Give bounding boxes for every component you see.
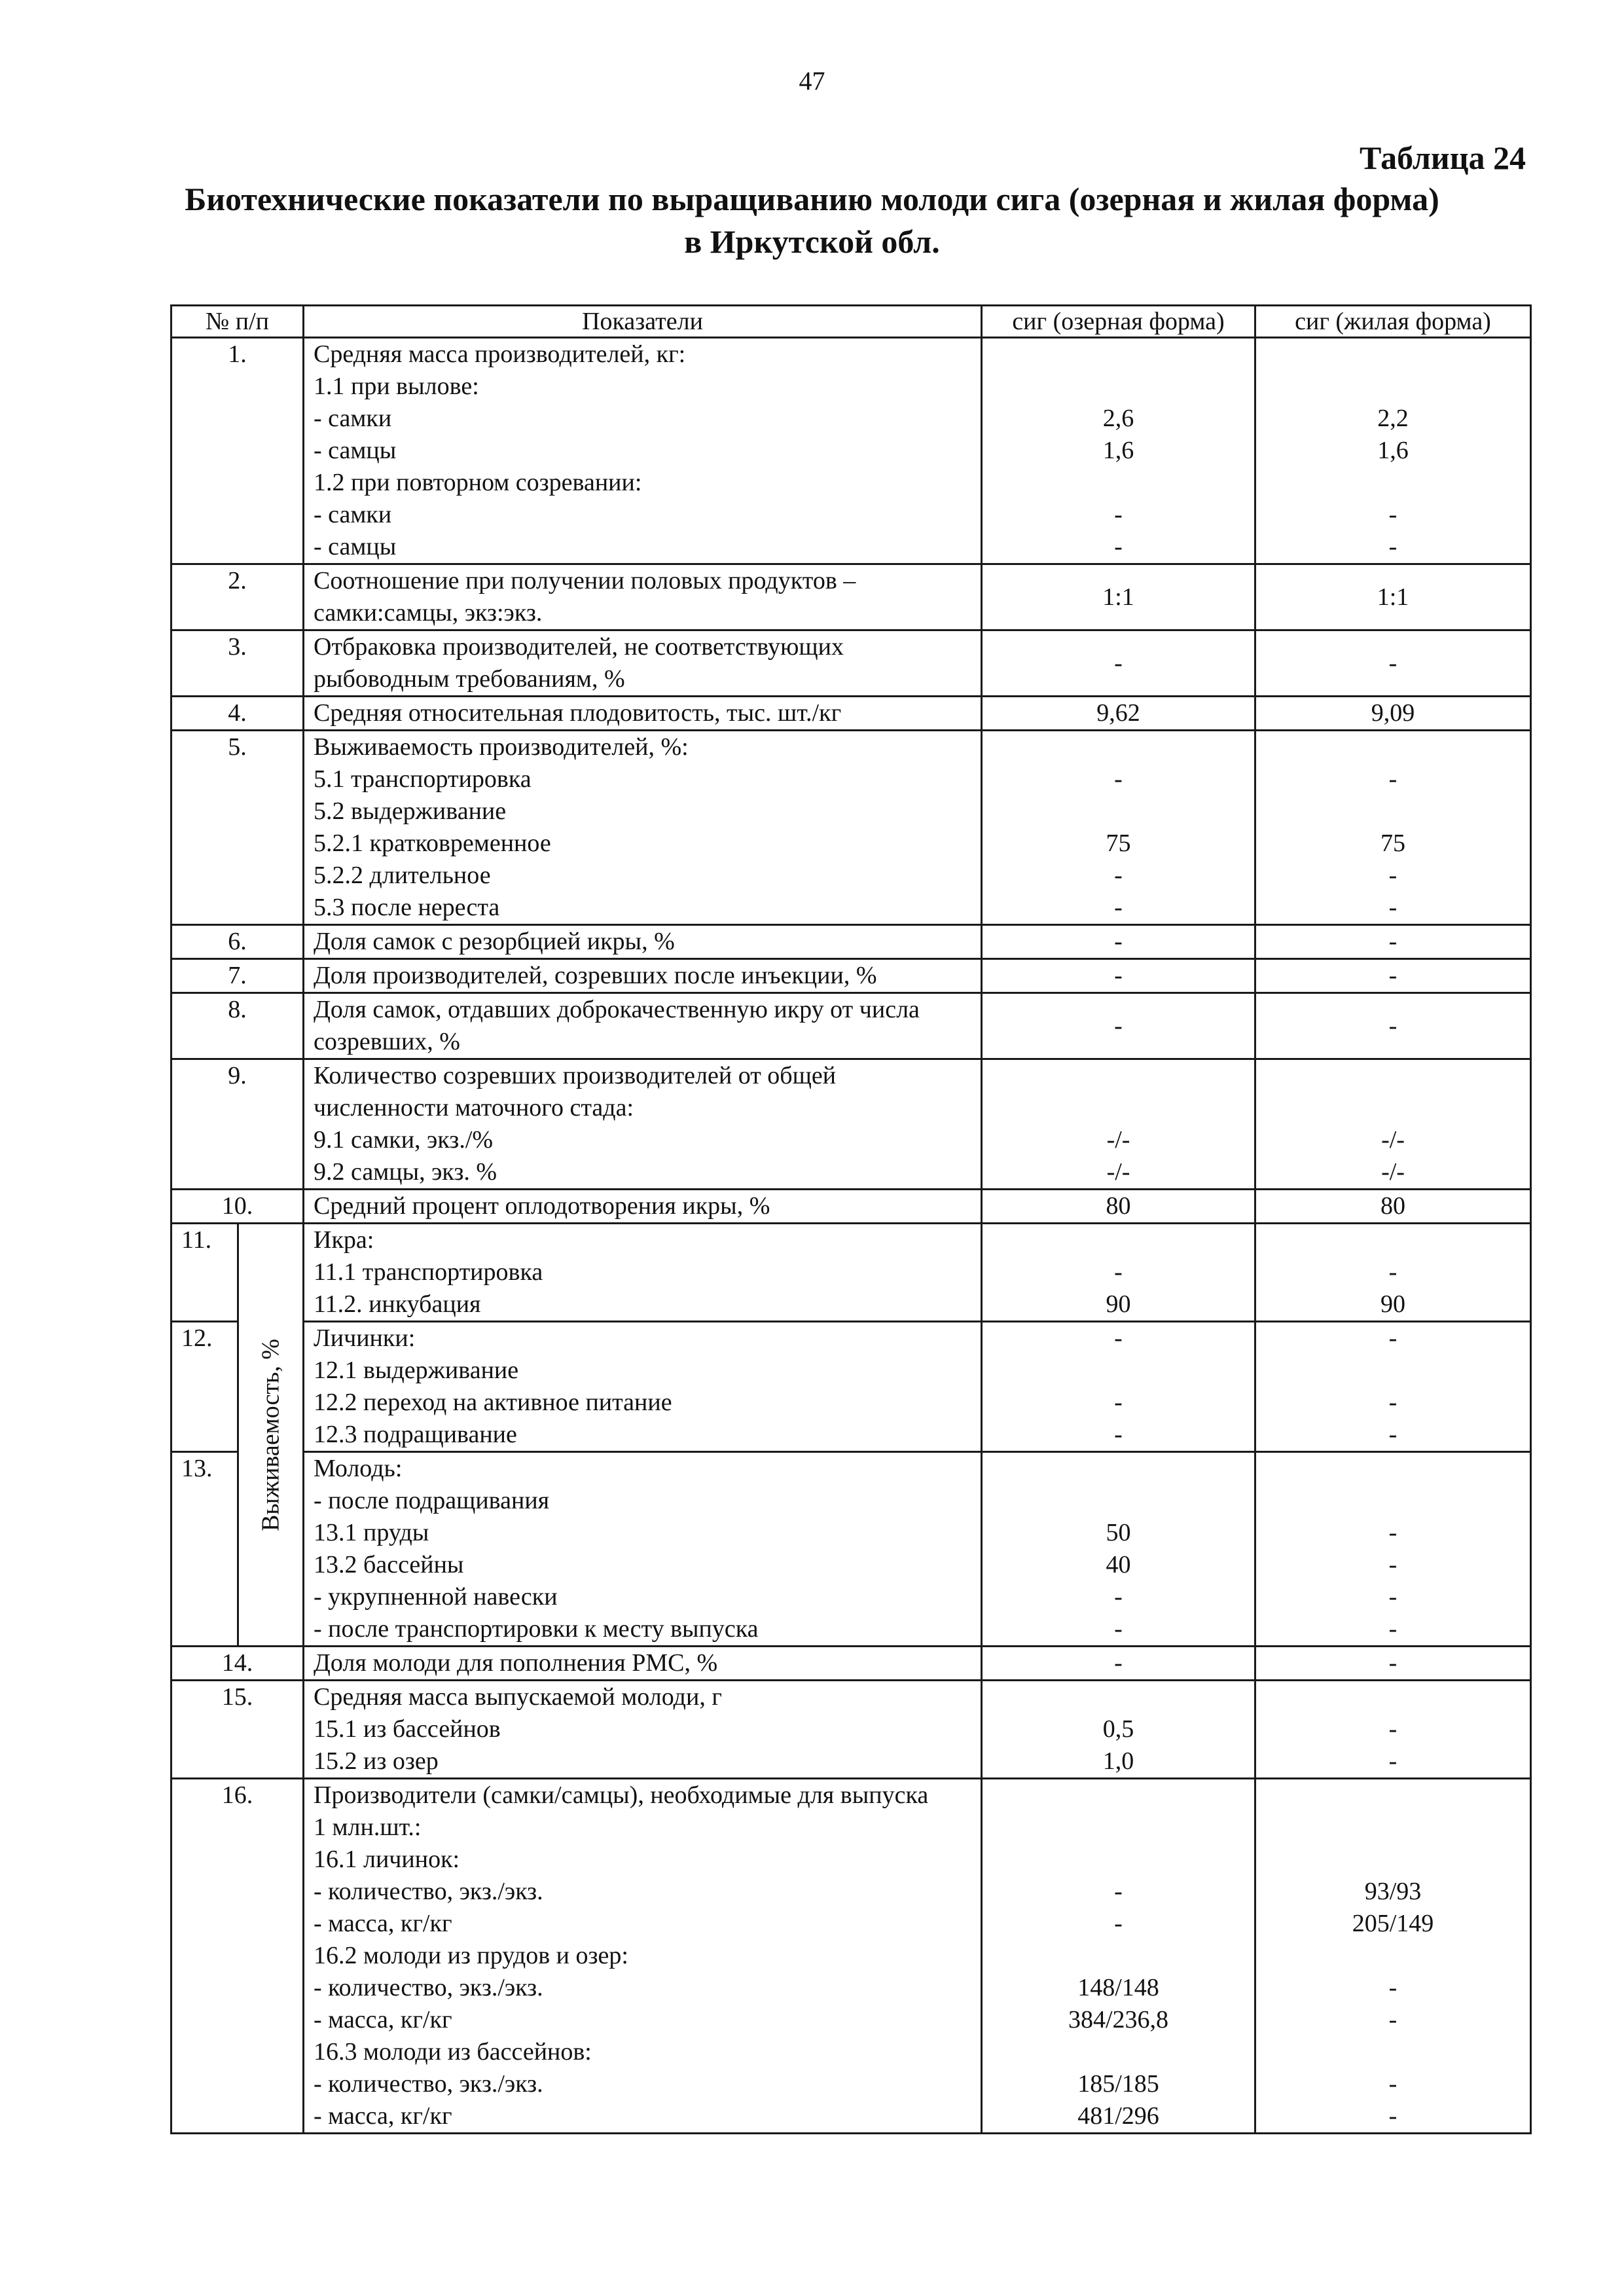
indicator-text: Доля молоди для пополнения РМС, % xyxy=(314,1649,718,1677)
indicator-cell xyxy=(304,338,982,564)
value-resident-form-cell xyxy=(1255,1779,1531,2134)
table-row xyxy=(171,993,1531,1059)
table-row xyxy=(171,925,1531,959)
indicator-line: 5.2.1 кратковременное xyxy=(314,829,551,857)
survival-group-label: Выживаемость, % xyxy=(257,1338,284,1531)
indicator-cell xyxy=(304,1059,982,1190)
value-resident-form: - xyxy=(1388,1258,1398,1286)
indicator-line: - количество, экз./экз. xyxy=(314,1974,543,2001)
value-lake-form: - xyxy=(1114,1258,1123,1286)
value-lake-form: 2,6 xyxy=(1102,405,1134,432)
value-resident-form xyxy=(1265,795,1521,828)
indicator-line: - количество, экз./экз. xyxy=(314,1878,543,1905)
value-resident-form-cell: 1:1 xyxy=(1255,564,1531,630)
value-lake-form xyxy=(992,1355,1245,1387)
row-number: 9. xyxy=(171,1059,304,1190)
value-resident-form xyxy=(1265,371,1521,403)
value-resident-form xyxy=(1265,1844,1521,1876)
value-lake-form-cell xyxy=(982,338,1255,564)
value-lake-form: - xyxy=(1114,1615,1123,1643)
indicator-cell xyxy=(304,1224,982,1322)
table-title xyxy=(131,178,1493,263)
indicator-cell xyxy=(304,697,982,731)
header-indicator: Показатели xyxy=(304,306,982,338)
table-label: Таблица 24 xyxy=(1359,139,1526,176)
indicator-cell xyxy=(304,1647,982,1681)
value-lake-form-cell: 9,62 xyxy=(982,697,1255,731)
row-number: 10. xyxy=(171,1190,304,1224)
value-lake-form: 0,5 xyxy=(1102,1715,1134,1743)
title-line-1: Биотехнические показатели по выращиванию молоди сига (озерная и жилая форма) xyxy=(185,181,1439,217)
row-number: 8. xyxy=(171,993,304,1059)
value-lake-form xyxy=(992,1844,1245,1876)
value-lake-form: - xyxy=(1114,1324,1123,1352)
value-resident-form: 2,2 xyxy=(1377,405,1409,432)
value-lake-form: 90 xyxy=(1106,1290,1131,1318)
value-lake-form xyxy=(992,2036,1245,2068)
value-lake-form: 1,0 xyxy=(1102,1747,1134,1775)
indicator-line: - самцы xyxy=(314,533,397,560)
value-resident-form: - xyxy=(1388,1715,1398,1743)
indicator-line: 12.3 подращивание xyxy=(314,1421,517,1448)
value-lake-form: - xyxy=(1114,1583,1123,1611)
value-lake-form xyxy=(992,338,1245,371)
value-lake-form: -/- xyxy=(1106,1126,1130,1154)
value-resident-form xyxy=(1265,1681,1521,1713)
row-number: 13. xyxy=(171,1452,238,1647)
value-lake-form: 50 xyxy=(1106,1519,1131,1546)
row-number: 7. xyxy=(171,959,304,993)
value-lake-form xyxy=(992,731,1245,763)
value-lake-form xyxy=(992,1779,1245,1812)
value-lake-form xyxy=(992,1940,1245,1972)
row-number: 2. xyxy=(171,564,304,630)
value-resident-form-cell: - xyxy=(1255,959,1531,993)
value-lake-form: - xyxy=(1114,894,1123,921)
indicator-text: Соотношение при получении половых продуктов – самки:самцы, экз:экз. xyxy=(314,567,856,627)
row-number: 12. xyxy=(171,1322,238,1452)
value-resident-form xyxy=(1265,2036,1521,2068)
indicator-line: 12.1 выдерживание xyxy=(314,1357,519,1384)
indicator-line: - самцы xyxy=(314,437,397,464)
value-resident-form xyxy=(1265,1355,1521,1387)
indicator-cell xyxy=(304,731,982,925)
table-row xyxy=(171,731,1531,925)
table-row xyxy=(171,338,1531,564)
row-number: 1. xyxy=(171,338,304,564)
value-resident-form: 93/93 xyxy=(1364,1878,1422,1905)
value-resident-form: - xyxy=(1388,501,1398,528)
value-resident-form: 1,6 xyxy=(1377,437,1409,464)
value-resident-form: - xyxy=(1388,1974,1398,2001)
table-row xyxy=(171,1190,1531,1224)
table-row xyxy=(171,1452,1531,1647)
value-lake-form xyxy=(992,1453,1245,1485)
value-lake-form: 40 xyxy=(1106,1551,1131,1578)
value-resident-form-cell xyxy=(1255,1322,1531,1452)
indicator-line: 13.2 бассейны xyxy=(314,1551,464,1578)
value-lake-form-cell xyxy=(982,1779,1255,2134)
row-number: 4. xyxy=(171,697,304,731)
value-resident-form-cell: - xyxy=(1255,630,1531,697)
value-lake-form-cell xyxy=(982,731,1255,925)
value-lake-form: 75 xyxy=(1106,829,1131,857)
value-lake-form xyxy=(992,1224,1245,1256)
value-resident-form: - xyxy=(1388,1324,1398,1352)
table-row xyxy=(171,1322,1531,1452)
value-lake-form-cell xyxy=(982,1322,1255,1452)
indicator-line: 5.2.2 длительное xyxy=(314,862,491,889)
row-number: 5. xyxy=(171,731,304,925)
value-lake-form xyxy=(992,1681,1245,1713)
indicator-line: - масса, кг/кг xyxy=(314,1910,452,1937)
table-row xyxy=(171,959,1531,993)
value-resident-form: - xyxy=(1388,862,1398,889)
table-row xyxy=(171,1681,1531,1779)
indicator-line: 12.2 переход на активное питание xyxy=(314,1389,672,1416)
value-lake-form xyxy=(992,467,1245,499)
indicator-text: Доля производителей, созревших после инъекции, % xyxy=(314,962,877,989)
value-resident-form: - xyxy=(1388,1519,1398,1546)
value-lake-form-cell xyxy=(982,1681,1255,1779)
header-col2: сиг (жилая форма) xyxy=(1255,306,1531,338)
indicator-line: Производители (самки/самцы), необходимые для выпуска xyxy=(314,1781,929,1809)
indicator-line: 11.1 транспортировка xyxy=(314,1258,543,1286)
table-row xyxy=(171,564,1531,630)
table-row xyxy=(171,1779,1531,2134)
header-col1: сиг (озерная форма) xyxy=(982,306,1255,338)
indicator-cell xyxy=(304,959,982,993)
value-resident-form: - xyxy=(1388,1615,1398,1643)
value-lake-form-cell: 1:1 xyxy=(982,564,1255,630)
indicator-line: 9.2 самцы, экз. % xyxy=(314,1158,497,1186)
indicator-line: 16.2 молоди из прудов и озер: xyxy=(314,1942,628,1969)
indicator-line: - укрупненной навески xyxy=(314,1583,558,1611)
indicator-text: Доля самок, отдавших доброкачественную икру от числа созревших, % xyxy=(314,996,920,1055)
indicator-cell xyxy=(304,1779,982,2134)
value-resident-form-cell: - xyxy=(1255,1647,1531,1681)
indicator-text: Отбраковка производителей, не соответствующих рыбоводным требованиям, % xyxy=(314,633,844,693)
indicator-cell xyxy=(304,1681,982,1779)
indicator-line: Личинки: xyxy=(314,1324,416,1352)
value-lake-form: -/- xyxy=(1106,1158,1130,1186)
value-resident-form: - xyxy=(1388,2102,1398,2130)
indicator-line: 16.3 молоди из бассейнов: xyxy=(314,2038,592,2066)
table-row xyxy=(171,630,1531,697)
row-number: 11. xyxy=(171,1224,238,1322)
table-row xyxy=(171,1224,1531,1322)
indicator-cell xyxy=(304,564,982,630)
value-lake-form: - xyxy=(1114,1421,1123,1448)
value-resident-form: - xyxy=(1388,1421,1398,1448)
value-lake-form xyxy=(992,1812,1245,1844)
row-number: 16. xyxy=(171,1779,304,2134)
value-resident-form xyxy=(1265,731,1521,763)
value-resident-form xyxy=(1265,1485,1521,1517)
value-resident-form: - xyxy=(1388,1583,1398,1611)
value-lake-form xyxy=(992,795,1245,828)
value-resident-form-cell xyxy=(1255,338,1531,564)
value-lake-form: - xyxy=(1114,1910,1123,1937)
value-lake-form-cell: - xyxy=(982,993,1255,1059)
value-resident-form xyxy=(1265,338,1521,371)
indicator-line: 5.1 транспортировка xyxy=(314,765,532,793)
value-resident-form xyxy=(1265,467,1521,499)
value-lake-form: 185/185 xyxy=(1077,2070,1159,2098)
value-resident-form: - xyxy=(1388,533,1398,560)
value-resident-form xyxy=(1265,1940,1521,1972)
value-resident-form-cell xyxy=(1255,731,1531,925)
value-lake-form: - xyxy=(1114,501,1123,528)
value-resident-form: - xyxy=(1388,1389,1398,1416)
indicator-line: Икра: xyxy=(314,1226,374,1254)
indicator-line: Средняя масса производителей, кг: xyxy=(314,340,686,368)
value-lake-form-cell: - xyxy=(982,925,1255,959)
row-number: 15. xyxy=(171,1681,304,1779)
value-resident-form xyxy=(1265,1060,1521,1092)
value-resident-form-cell: - xyxy=(1255,925,1531,959)
row-number: 6. xyxy=(171,925,304,959)
indicator-cell xyxy=(304,1452,982,1647)
value-lake-form: - xyxy=(1114,765,1123,793)
indicator-text: Доля самок с резорбцией икры, % xyxy=(314,928,675,955)
value-lake-form: 1,6 xyxy=(1102,437,1134,464)
value-lake-form: - xyxy=(1114,862,1123,889)
indicator-line: - самки xyxy=(314,405,392,432)
indicator-line: численности маточного стада: xyxy=(314,1094,634,1121)
table-row xyxy=(171,1647,1531,1681)
indicator-line: - масса, кг/кг xyxy=(314,2006,452,2033)
value-resident-form: 90 xyxy=(1380,1290,1405,1318)
value-resident-form: - xyxy=(1388,765,1398,793)
value-lake-form: 148/148 xyxy=(1077,1974,1159,2001)
indicator-text: Средняя относительная плодовитость, тыс. шт./кг xyxy=(314,699,842,727)
indicator-line: Молодь: xyxy=(314,1455,403,1482)
value-lake-form-cell: 80 xyxy=(982,1190,1255,1224)
indicator-line: - после подращивания xyxy=(314,1487,550,1514)
value-lake-form-cell xyxy=(982,1224,1255,1322)
value-resident-form-cell xyxy=(1255,1059,1531,1190)
value-resident-form: - xyxy=(1388,2070,1398,2098)
header-num: № п/п xyxy=(171,306,304,338)
value-resident-form: 205/149 xyxy=(1352,1910,1434,1937)
indicator-line: - масса, кг/кг xyxy=(314,2102,452,2130)
indicator-line: 15.2 из озер xyxy=(314,1747,439,1775)
value-resident-form: 75 xyxy=(1380,829,1405,857)
value-lake-form-cell: - xyxy=(982,630,1255,697)
value-lake-form-cell: - xyxy=(982,1647,1255,1681)
indicator-line: - после транспортировки к месту выпуска xyxy=(314,1615,759,1643)
table-row xyxy=(171,1059,1531,1190)
value-resident-form xyxy=(1265,1224,1521,1256)
survival-group-label-cell xyxy=(238,1224,304,1647)
indicator-text: Средний процент оплодотворения икры, % xyxy=(314,1192,770,1220)
value-resident-form-cell: 80 xyxy=(1255,1190,1531,1224)
value-lake-form-cell: - xyxy=(982,959,1255,993)
data-table xyxy=(170,304,1532,2134)
value-resident-form-cell xyxy=(1255,1224,1531,1322)
value-lake-form xyxy=(992,371,1245,403)
value-resident-form-cell: 9,09 xyxy=(1255,697,1531,731)
indicator-line: - количество, экз./экз. xyxy=(314,2070,543,2098)
title-line-2: в Иркутской обл. xyxy=(684,223,940,260)
value-resident-form-cell xyxy=(1255,1681,1531,1779)
value-lake-form: - xyxy=(1114,533,1123,560)
page-number: 47 xyxy=(799,66,825,96)
value-resident-form xyxy=(1265,1092,1521,1124)
indicator-line: Количество созревших производителей от общей xyxy=(314,1062,837,1089)
value-resident-form: - xyxy=(1388,894,1398,921)
value-resident-form: - xyxy=(1388,1551,1398,1578)
indicator-line: 1.2 при повторном созревании: xyxy=(314,469,642,496)
indicator-line: 15.1 из бассейнов xyxy=(314,1715,501,1743)
indicator-line: 9.1 самки, экз./% xyxy=(314,1126,494,1154)
value-resident-form: -/- xyxy=(1381,1126,1405,1154)
row-number: 3. xyxy=(171,630,304,697)
value-resident-form xyxy=(1265,1812,1521,1844)
indicator-line: 11.2. инкубация xyxy=(314,1290,481,1318)
indicator-line: 5.2 выдерживание xyxy=(314,797,507,825)
indicator-line: 5.3 после нереста xyxy=(314,894,500,921)
table-row xyxy=(171,697,1531,731)
value-lake-form xyxy=(992,1092,1245,1124)
value-lake-form xyxy=(992,1485,1245,1517)
value-lake-form xyxy=(992,1060,1245,1092)
value-resident-form: - xyxy=(1388,2006,1398,2033)
indicator-line: 16.1 личинок: xyxy=(314,1846,460,1873)
indicator-line: Выживаемость производителей, %: xyxy=(314,733,689,761)
value-resident-form xyxy=(1265,1779,1521,1812)
table-header-row xyxy=(171,306,1531,338)
value-lake-form: 384/236,8 xyxy=(1068,2006,1169,2033)
value-lake-form-cell xyxy=(982,1452,1255,1647)
value-resident-form xyxy=(1265,1453,1521,1485)
indicator-cell xyxy=(304,630,982,697)
indicator-line: 1 млн.шт.: xyxy=(314,1813,422,1841)
value-lake-form: 481/296 xyxy=(1077,2102,1159,2130)
value-resident-form: -/- xyxy=(1381,1158,1405,1186)
indicator-cell xyxy=(304,1322,982,1452)
indicator-cell xyxy=(304,1190,982,1224)
indicator-line: Средняя масса выпускаемой молоди, г xyxy=(314,1683,722,1711)
indicator-cell xyxy=(304,925,982,959)
indicator-line: 1.1 при вылове: xyxy=(314,373,479,400)
value-lake-form: - xyxy=(1114,1389,1123,1416)
indicator-line: 13.1 пруды xyxy=(314,1519,429,1546)
row-number: 14. xyxy=(171,1647,304,1681)
value-resident-form: - xyxy=(1388,1747,1398,1775)
value-lake-form: - xyxy=(1114,1878,1123,1905)
indicator-cell xyxy=(304,993,982,1059)
value-resident-form-cell xyxy=(1255,1452,1531,1647)
indicator-line: - самки xyxy=(314,501,392,528)
value-resident-form-cell: - xyxy=(1255,993,1531,1059)
value-lake-form-cell xyxy=(982,1059,1255,1190)
